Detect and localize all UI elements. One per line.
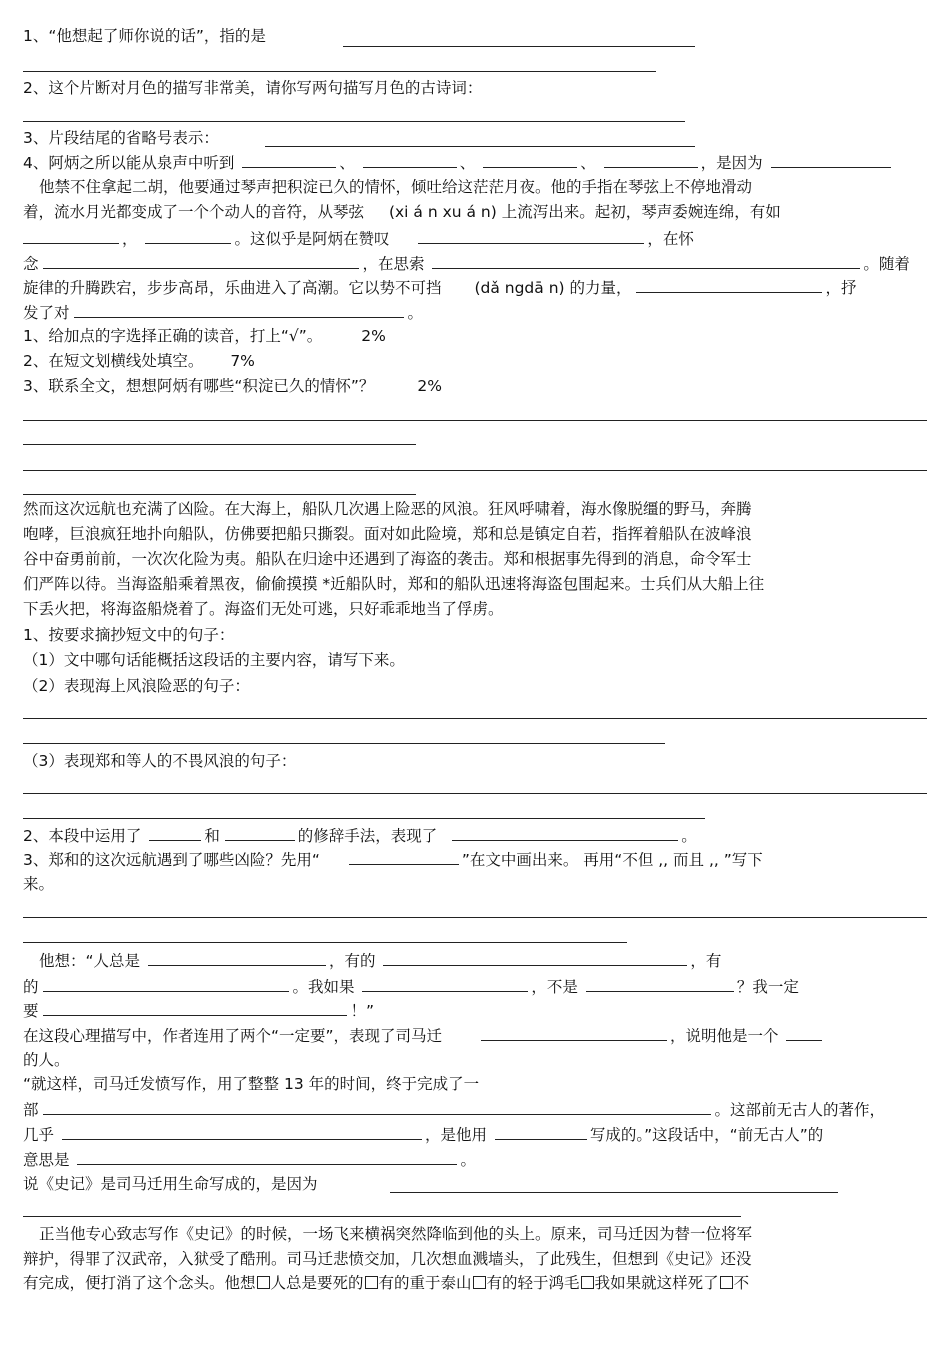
blank[interactable] — [483, 152, 577, 168]
passage-line: 在这段心理描写中，作者连用了两个“一定要”，表现了司马迁 ，说明他是一个 — [23, 1025, 825, 1046]
passage-line: 意思是 。 — [23, 1151, 476, 1169]
blank[interactable] — [23, 228, 119, 244]
blank[interactable] — [149, 825, 201, 841]
blank[interactable] — [418, 228, 644, 244]
blank[interactable] — [363, 152, 457, 168]
question-2-1c: （3）表现郑和等人的不畏风浪的句子： — [23, 752, 297, 770]
question-1-2 — [23, 78, 482, 98]
passage-line: 他禁不住拿起二胡，他要通过琴声把积淀已久的情怀，倾吐给这茫茫月夜。他的手指在琴弦上不停地滑动 — [39, 178, 753, 196]
blank[interactable] — [43, 1000, 347, 1016]
answer-line[interactable] — [23, 818, 705, 819]
question-2-3: 3、郑和的这次远航遇到了哪些凶险？先用“ ”在文中画出来。 再用“不但 ,, 而且 ,, ”写下 — [23, 851, 763, 869]
passage-line: 谷中奋勇前前，一次次化险为夷。船队在归途中还遇到了海盗的袭击。郑和根据事先得到的消息，命令军士 — [23, 550, 752, 568]
blank[interactable] — [771, 152, 891, 168]
passage-line: 的人。 — [23, 1051, 70, 1069]
task-2: 2、在短文划横线处填空。 7% — [23, 352, 255, 370]
passage-line: 然而这次远航也充满了凶险。在大海上，船队几次遇上险恶的风浪。狂风呼啸着，海水像脱缰的野马，奔腾 — [23, 500, 752, 518]
pinyin-option: (dǎ ngdā n) — [474, 279, 565, 297]
question-2-2: 2、本段中运用了 和 的修辞手法，表现了 。 — [23, 827, 697, 845]
punctuation-box[interactable] — [365, 1276, 378, 1289]
question-2-3-cont: 来。 — [23, 875, 55, 893]
passage-line: 他想：“人总是 ，有的 ，有 — [39, 952, 722, 970]
question-2-1a: （1）文中哪句话能概括这段话的主要内容，请写下来。 — [23, 651, 405, 669]
answer-line[interactable] — [23, 444, 416, 445]
answer-line[interactable] — [23, 793, 927, 794]
passage-line: 正当他专心致志写作《史记》的时候，一场飞来横祸突然降临到他的头上。原来，司马迁因为替一位将军 — [39, 1225, 753, 1243]
blank[interactable] — [495, 1124, 587, 1140]
passage-line: 着，流水月光都变成了一个个动人的音符，从琴弦 (xi á n xu á n) 上流泻出来。起初，琴声委婉连绵，有如 — [23, 203, 781, 221]
blank[interactable] — [74, 302, 404, 318]
task-3: 3、联系全文，想想阿炳有哪些“积淀已久的情怀”？ 2% — [23, 377, 442, 395]
answer-line[interactable] — [390, 1192, 838, 1193]
passage-line: 要 ！” — [23, 1002, 374, 1020]
punctuation-box[interactable] — [473, 1276, 486, 1289]
question-1-3 — [23, 128, 219, 148]
answer-line[interactable] — [265, 146, 695, 147]
question-text: 2、这个片断对月色的描写非常美，请你写两句描写月色的古诗词： — [23, 79, 483, 97]
passage-line: 旋律的升腾跌宕，步步高昂，乐曲进入了高潮。它以势不可挡 (dǎ ngdā n) 的力量， ，抒 — [23, 279, 857, 297]
blank[interactable] — [43, 976, 289, 992]
blank[interactable] — [604, 152, 698, 168]
blank[interactable] — [62, 1124, 422, 1140]
blank[interactable] — [481, 1025, 667, 1041]
blank[interactable] — [786, 1025, 822, 1041]
blank[interactable] — [432, 253, 860, 269]
passage-line: ， 。这似乎是阿炳在赞叹 ，在怀 — [23, 228, 694, 249]
blank[interactable] — [242, 152, 336, 168]
task-1: 1、给加点的字选择正确的读音，打上“√”。 2% — [23, 327, 386, 345]
passage-line: 辩护，得罪了汉武帝，入狱受了酷刑。司马迁悲愤交加，几次想血溅墙头，了此残生，但想到《史记》还没 — [23, 1250, 752, 1268]
passage-line: 下丢火把，将海盗船烧着了。海盗们无处可逃，只好乖乖地当了俘虏。 — [23, 600, 504, 618]
passage-line: 咆哮，巨浪疯狂地扑向船队，仿佛要把船只撕裂。面对如此险境，郑和总是镇定自若，指挥着船队在波峰浪 — [23, 525, 752, 543]
blank[interactable] — [43, 1099, 711, 1115]
blank[interactable] — [148, 950, 326, 966]
answer-line[interactable] — [23, 470, 927, 471]
passage-line: 几乎 ，是他用 写成的。”这段话中，“前无古人”的 — [23, 1126, 824, 1144]
question-text: 1、“他想起了师你说的话”，指的是 — [23, 27, 266, 45]
answer-line[interactable] — [343, 46, 695, 47]
passage-line: 发了对 。 — [23, 304, 423, 322]
answer-line[interactable] — [23, 1216, 741, 1217]
question-text: 3、片段结尾的省略号表示： — [23, 129, 219, 147]
passage-line: 念 ，在思索 。随着 — [23, 255, 910, 273]
blank[interactable] — [362, 976, 528, 992]
blank[interactable] — [349, 849, 459, 865]
passage-line: 部 。这部前无古人的著作， — [23, 1101, 885, 1119]
pinyin-option: (xi á n xu á n) — [388, 203, 497, 221]
answer-line[interactable] — [23, 71, 656, 72]
punctuation-box[interactable] — [720, 1276, 733, 1289]
passage-line: “就这样，司马迁发愤写作，用了整整 13 年的时间，终于完成了一 — [23, 1075, 480, 1093]
blank[interactable] — [586, 976, 734, 992]
question-1-4: 4、阿炳之所以能从泉声中听到 、 、 、 ，是因为 — [23, 152, 894, 173]
score: 7% — [230, 352, 255, 370]
passage-line: 有完成，便打消了这个念头。他想 人总是要死的 有的重于泰山 有的轻于鸿毛 我如果就这样死了 不 — [23, 1274, 750, 1292]
score: 2% — [361, 327, 386, 345]
blank[interactable] — [145, 228, 231, 244]
answer-line[interactable] — [23, 743, 665, 744]
blank[interactable] — [452, 825, 678, 841]
passage-line: 说《史记》是司马迁用生命写成的，是因为 — [23, 1175, 318, 1193]
blank[interactable] — [77, 1149, 457, 1165]
blank[interactable] — [43, 253, 359, 269]
blank[interactable] — [225, 825, 295, 841]
question-2-1b: （2）表现海上风浪险恶的句子： — [23, 677, 250, 695]
answer-line[interactable] — [23, 942, 627, 943]
answer-line[interactable] — [23, 121, 685, 122]
blank[interactable] — [383, 950, 687, 966]
answer-line[interactable] — [23, 718, 927, 719]
score: 2% — [417, 377, 442, 395]
punctuation-box[interactable] — [257, 1276, 270, 1289]
question-1-1 — [23, 26, 266, 46]
answer-line[interactable] — [23, 917, 927, 918]
answer-line[interactable] — [23, 420, 927, 421]
passage-line: 的 。我如果 ，不是 ？我一定 — [23, 978, 799, 996]
blank[interactable] — [636, 277, 822, 293]
question-2-1: 1、按要求摘抄短文中的句子： — [23, 626, 235, 644]
punctuation-box[interactable] — [581, 1276, 594, 1289]
passage-line: 们严阵以待。当海盗船乘着黑夜，偷偷摸摸 *近船队时，郑和的船队迅速将海盗包围起来。士兵们从大船上往 — [23, 575, 765, 593]
answer-line[interactable] — [23, 494, 416, 495]
